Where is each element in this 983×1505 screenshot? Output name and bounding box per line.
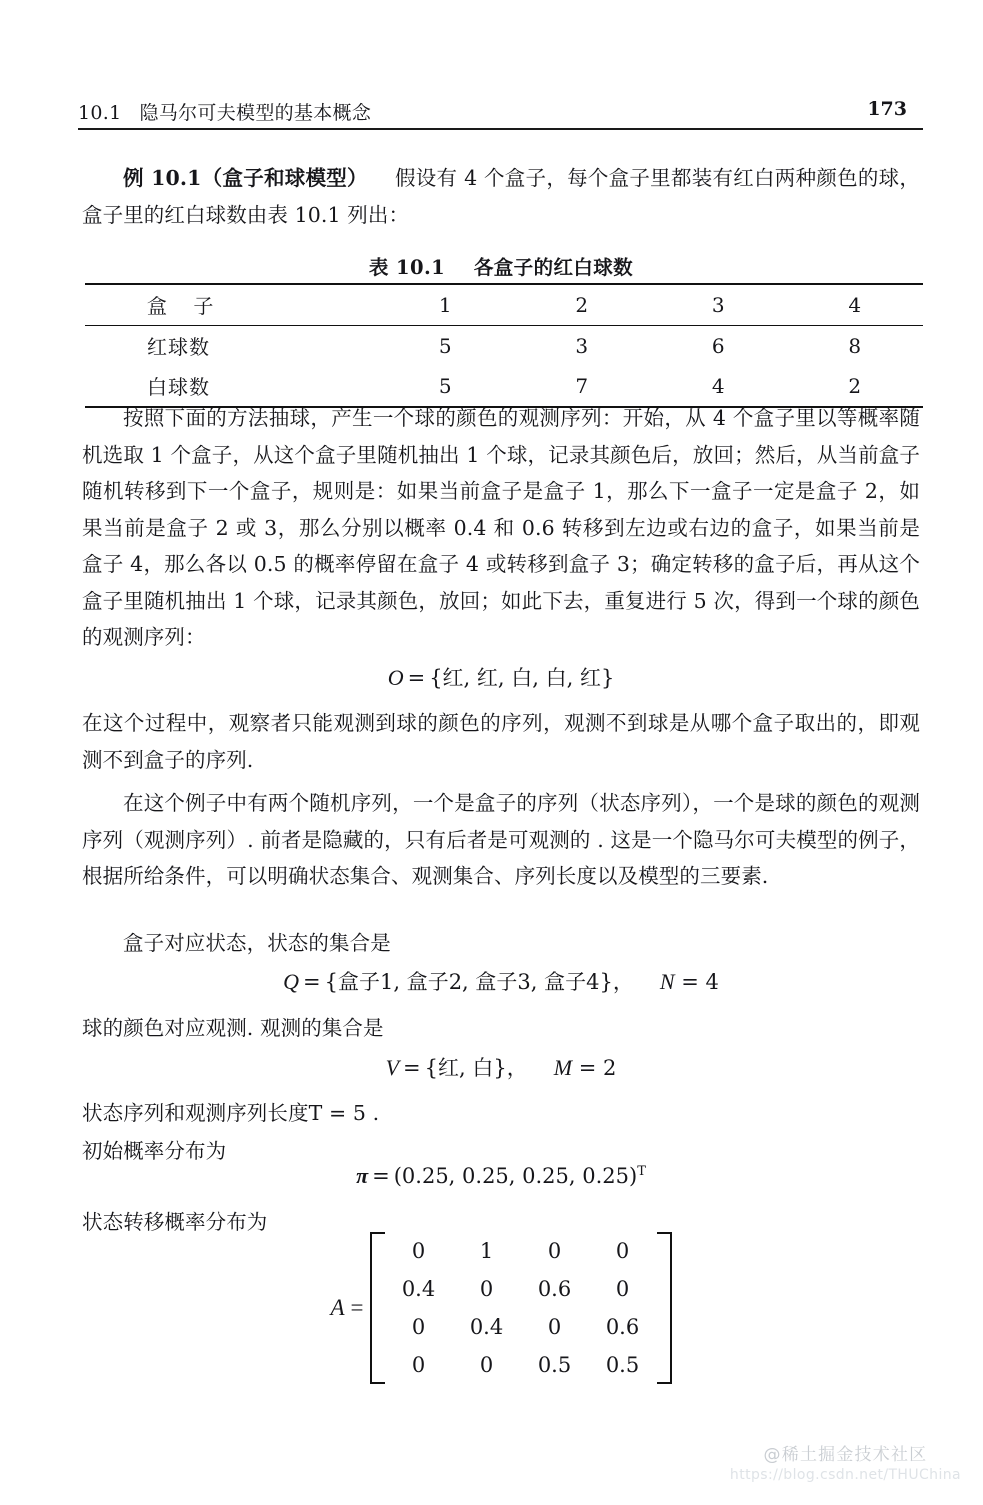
equals-sign: =: [407, 666, 426, 690]
table-cell: 6: [711, 333, 725, 358]
table-cell: 4: [650, 366, 787, 407]
sequence-length-block: [82, 1095, 920, 1132]
equation-initial-distribution: [82, 1163, 920, 1189]
matrix-cell: 0: [479, 1353, 494, 1377]
table-row-header: 白球数: [85, 366, 377, 407]
equation-body: {盒子1, 盒子2, 盒子3, 盒子4}: [324, 970, 613, 994]
equation-body: (0.25, 0.25, 0.25, 0.25): [393, 1164, 638, 1188]
ball-count-table: [85, 283, 923, 408]
equation-body: {红, 白}: [424, 1056, 507, 1080]
table-cell: 5: [438, 333, 452, 358]
table-cell: 7: [514, 366, 651, 407]
table-cell: 5: [377, 366, 514, 407]
watermark-url: https://blog.csdn.net/THUChina: [729, 1467, 961, 1483]
sequence-length-suffix: .: [372, 1101, 380, 1125]
equation-variable-Q: Q: [283, 969, 300, 994]
equation-comma: ，: [506, 1056, 528, 1080]
table-row: [85, 326, 923, 367]
matrix-cell: 1: [479, 1239, 494, 1263]
example-block: [82, 160, 920, 233]
equation-observation-set: [82, 1052, 920, 1082]
example-text: 假设有 4 个盒子，每个盒子里都装有红白两种颜色的球，盒子里的红白球数由表 10.1 列出：: [82, 166, 921, 227]
two-sequences-paragraph: 在这个例子中有两个随机序列，一个是盒子的序列（状态序列），一个是球的颜色的观测序列（观测序列）. 前者是隐藏的，只有后者是可观测的 . 这是一个隐马尔可夫模型的例子，根据所给条件，可以明确状态集合、观测集合、序列长度以及模型的三要素.: [82, 791, 920, 888]
bracket-right: [657, 1232, 672, 1384]
matrix-cell: 0: [547, 1239, 562, 1263]
table-cell: 2: [514, 284, 651, 326]
table-cell: 8: [848, 333, 862, 358]
table-element: [85, 283, 923, 408]
matrix-cell: 0.6: [605, 1315, 640, 1339]
header-section-number: 10.1: [78, 102, 122, 124]
equals-sign: =: [372, 1164, 390, 1188]
table-cell: 1: [377, 284, 514, 326]
sequence-length-equation: T = 5: [308, 1101, 367, 1125]
observations-intro-block: [82, 1010, 920, 1047]
watermark-handle: @稀土掘金技术社区: [763, 1445, 928, 1465]
page-number: 173: [867, 98, 907, 120]
matrix-cell: 0.5: [537, 1353, 572, 1377]
matrix-table: [385, 1232, 657, 1384]
equation-observation-sequence: [82, 662, 920, 692]
equals-sign: =: [403, 1056, 421, 1080]
equals-sign: =: [350, 1295, 364, 1320]
matrix-row: [385, 1308, 657, 1346]
example-label: 例 10.1（盒子和球模型）: [123, 166, 368, 190]
example-paragraph: [82, 160, 920, 233]
equation-variable-M: M: [553, 1055, 573, 1080]
transpose-symbol: T: [637, 1164, 646, 1179]
states-intro-paragraph: 盒子对应状态，状态的集合是: [123, 931, 391, 955]
watermark: [730, 1440, 961, 1483]
bracket-left: [370, 1232, 385, 1384]
table-caption-label: 表 10.1: [368, 256, 446, 279]
matrix-cell: 0: [479, 1277, 494, 1301]
matrix-cell: 0.5: [605, 1353, 640, 1377]
equation-variable-V: V: [385, 1055, 400, 1080]
matrix-cell: 0: [411, 1353, 426, 1377]
header-section-title: 隐马尔可夫模型的基本概念: [139, 102, 372, 124]
matrix-cell: 0: [615, 1239, 630, 1263]
initial-intro-paragraph: 初始概率分布为: [82, 1139, 227, 1163]
two-sequences-block: [82, 785, 920, 895]
sequence-length-paragraph: [82, 1095, 920, 1132]
equation-comma: ，: [612, 970, 634, 994]
table-row-header: 红球数: [147, 335, 210, 359]
table-cell: 2: [787, 366, 924, 407]
equation-m-value: = 2: [578, 1056, 617, 1080]
page-header: [78, 98, 923, 132]
matrix-cell: 0.4: [469, 1315, 504, 1339]
matrix-variable-A: A: [330, 1295, 345, 1320]
table-cell: 4: [787, 284, 924, 326]
matrix-cell: 0.6: [537, 1277, 572, 1301]
method-block: [82, 400, 920, 656]
header-section: [78, 98, 371, 125]
table-cell: 3: [575, 333, 589, 358]
matrix-row: [385, 1346, 657, 1384]
matrix-cell: 0.4: [401, 1277, 436, 1301]
equals-sign: =: [303, 970, 321, 994]
equation-n-value: = 4: [681, 970, 719, 994]
observer-paragraph: 在这个过程中，观察者只能观测到球的颜色的序列，观测不到球是从哪个盒子取出的，即观测不到盒子的序列.: [82, 711, 920, 772]
matrix-cell: 0: [615, 1277, 630, 1301]
sequence-length-prefix: 状态序列和观测序列长度: [82, 1101, 309, 1125]
equation-variable-O: O: [387, 665, 404, 690]
table-row-header: 盒 子: [85, 284, 377, 326]
equation-body: {红, 红, 白, 白, 红}: [429, 666, 615, 690]
observations-intro-paragraph: 球的颜色对应观测. 观测的集合是: [82, 1016, 384, 1040]
matrix-cell: 0: [411, 1239, 426, 1263]
matrix-cell: 0: [411, 1315, 426, 1339]
matrix-row: [385, 1270, 657, 1308]
equation-variable-N: N: [659, 969, 675, 994]
header-rule: [78, 128, 923, 130]
table-caption-title: 各盒子的红白球数: [473, 256, 634, 279]
table-cell: 3: [650, 284, 787, 326]
states-intro-block: [82, 925, 920, 962]
table-row: [85, 284, 923, 326]
observer-block: [82, 705, 920, 778]
equation-variable-pi: π: [356, 1163, 369, 1188]
transition-intro-paragraph: 状态转移概率分布为: [82, 1210, 268, 1234]
matrix-cell: 0: [547, 1315, 562, 1339]
equation-state-set: [82, 966, 920, 996]
matrix-row: [385, 1232, 657, 1270]
method-paragraph: 按照下面的方法抽球，产生一个球的颜色的观测序列：开始，从 4 个盒子里以等概率随机选取 1 个盒子，从这个盒子里随机抽出 1 个球，记录其颜色后，放回；然后，从当前盒子随机转移到下一个盒子，规则是：如果当前盒子是盒子 1，那么下一盒子一定是盒子 2，如果当前是盒子 2 或 3，那么分别以概率 0.4 和 0.6 转移到左边或右边的盒子，如果当前是盒子 4，那么各以 0.5 的概率停留在盒子 4 或转移到盒子 3；确定转移的盒子后，再从这个盒子里随机抽出 1 个球，记录其颜色，放回；如此下去，重复进行 5 次，得到一个球的颜色的观测序列：: [82, 406, 920, 649]
table-caption: [82, 252, 920, 280]
equation-transition-matrix: [82, 1232, 920, 1384]
